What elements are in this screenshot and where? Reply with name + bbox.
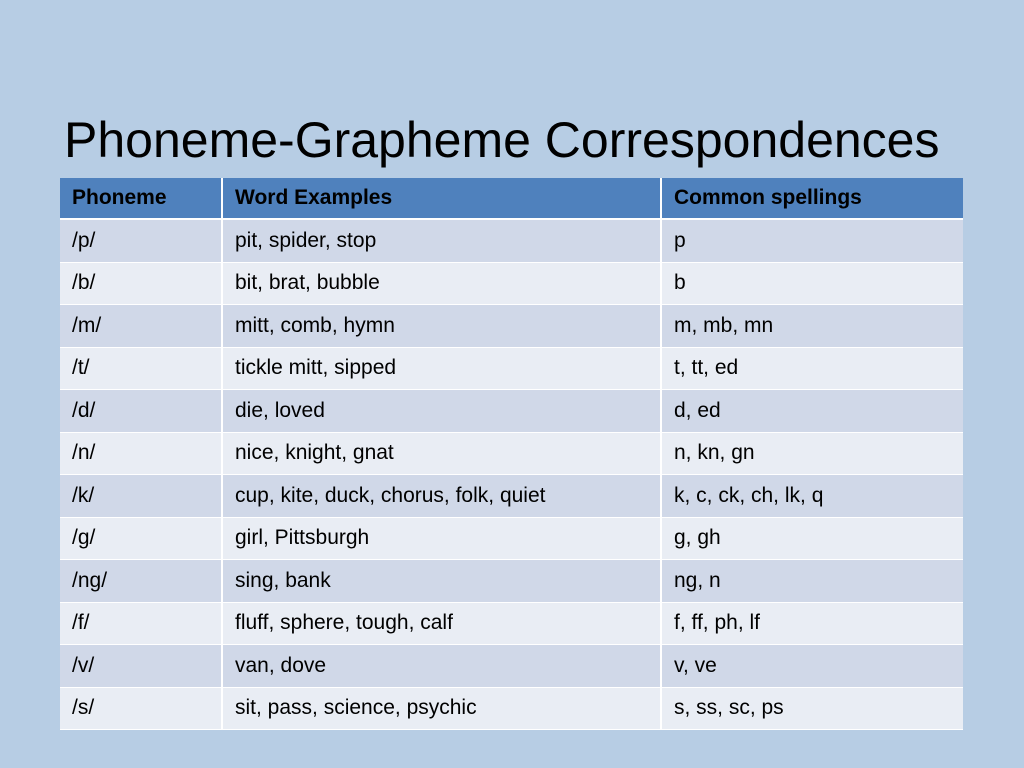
word-examples-cell: die, loved bbox=[222, 390, 661, 433]
table-row bbox=[60, 475, 963, 518]
spellings-cell: m, mb, mn bbox=[661, 305, 963, 348]
phoneme-cell: /ng/ bbox=[60, 560, 222, 603]
phoneme-cell: /b/ bbox=[60, 262, 222, 305]
header-common-spellings: Common spellings bbox=[661, 178, 963, 219]
phoneme-cell: /f/ bbox=[60, 602, 222, 645]
table-row bbox=[60, 560, 963, 603]
spellings-cell: d, ed bbox=[661, 390, 963, 433]
phoneme-cell: /s/ bbox=[60, 687, 222, 730]
table-row bbox=[60, 517, 963, 560]
phoneme-cell: /t/ bbox=[60, 347, 222, 390]
word-examples-cell: bit, brat, bubble bbox=[222, 262, 661, 305]
word-examples-cell: pit, spider, stop bbox=[222, 219, 661, 262]
table-row bbox=[60, 390, 963, 433]
spellings-cell: b bbox=[661, 262, 963, 305]
word-examples-cell: fluff, sphere, tough, calf bbox=[222, 602, 661, 645]
word-examples-cell: sing, bank bbox=[222, 560, 661, 603]
phoneme-cell: /k/ bbox=[60, 475, 222, 518]
word-examples-cell: van, dove bbox=[222, 645, 661, 688]
table-row bbox=[60, 347, 963, 390]
phoneme-cell: /m/ bbox=[60, 305, 222, 348]
word-examples-cell: tickle mitt, sipped bbox=[222, 347, 661, 390]
table-row bbox=[60, 219, 963, 262]
table-row bbox=[60, 687, 963, 730]
table-row bbox=[60, 432, 963, 475]
spellings-cell: v, ve bbox=[661, 645, 963, 688]
word-examples-cell: sit, pass, science, psychic bbox=[222, 687, 661, 730]
table-row bbox=[60, 262, 963, 305]
spellings-cell: p bbox=[661, 219, 963, 262]
phoneme-cell: /n/ bbox=[60, 432, 222, 475]
header-phoneme: Phoneme bbox=[60, 178, 222, 219]
slide-title: Phoneme-Grapheme Correspondences bbox=[64, 112, 940, 168]
spellings-cell: f, ff, ph, lf bbox=[661, 602, 963, 645]
word-examples-cell: girl, Pittsburgh bbox=[222, 517, 661, 560]
header-word-examples: Word Examples bbox=[222, 178, 661, 219]
word-examples-cell: nice, knight, gnat bbox=[222, 432, 661, 475]
phoneme-cell: /p/ bbox=[60, 219, 222, 262]
phoneme-cell: /v/ bbox=[60, 645, 222, 688]
spellings-cell: n, kn, gn bbox=[661, 432, 963, 475]
spellings-cell: s, ss, sc, ps bbox=[661, 687, 963, 730]
spellings-cell: ng, n bbox=[661, 560, 963, 603]
word-examples-cell: cup, kite, duck, chorus, folk, quiet bbox=[222, 475, 661, 518]
table-row bbox=[60, 602, 963, 645]
phoneme-cell: /d/ bbox=[60, 390, 222, 433]
phoneme-table bbox=[60, 178, 963, 730]
table-row bbox=[60, 645, 963, 688]
table-header-row bbox=[60, 178, 963, 219]
phoneme-cell: /g/ bbox=[60, 517, 222, 560]
spellings-cell: k, c, ck, ch, lk, q bbox=[661, 475, 963, 518]
word-examples-cell: mitt, comb, hymn bbox=[222, 305, 661, 348]
spellings-cell: t, tt, ed bbox=[661, 347, 963, 390]
table-row bbox=[60, 305, 963, 348]
spellings-cell: g, gh bbox=[661, 517, 963, 560]
